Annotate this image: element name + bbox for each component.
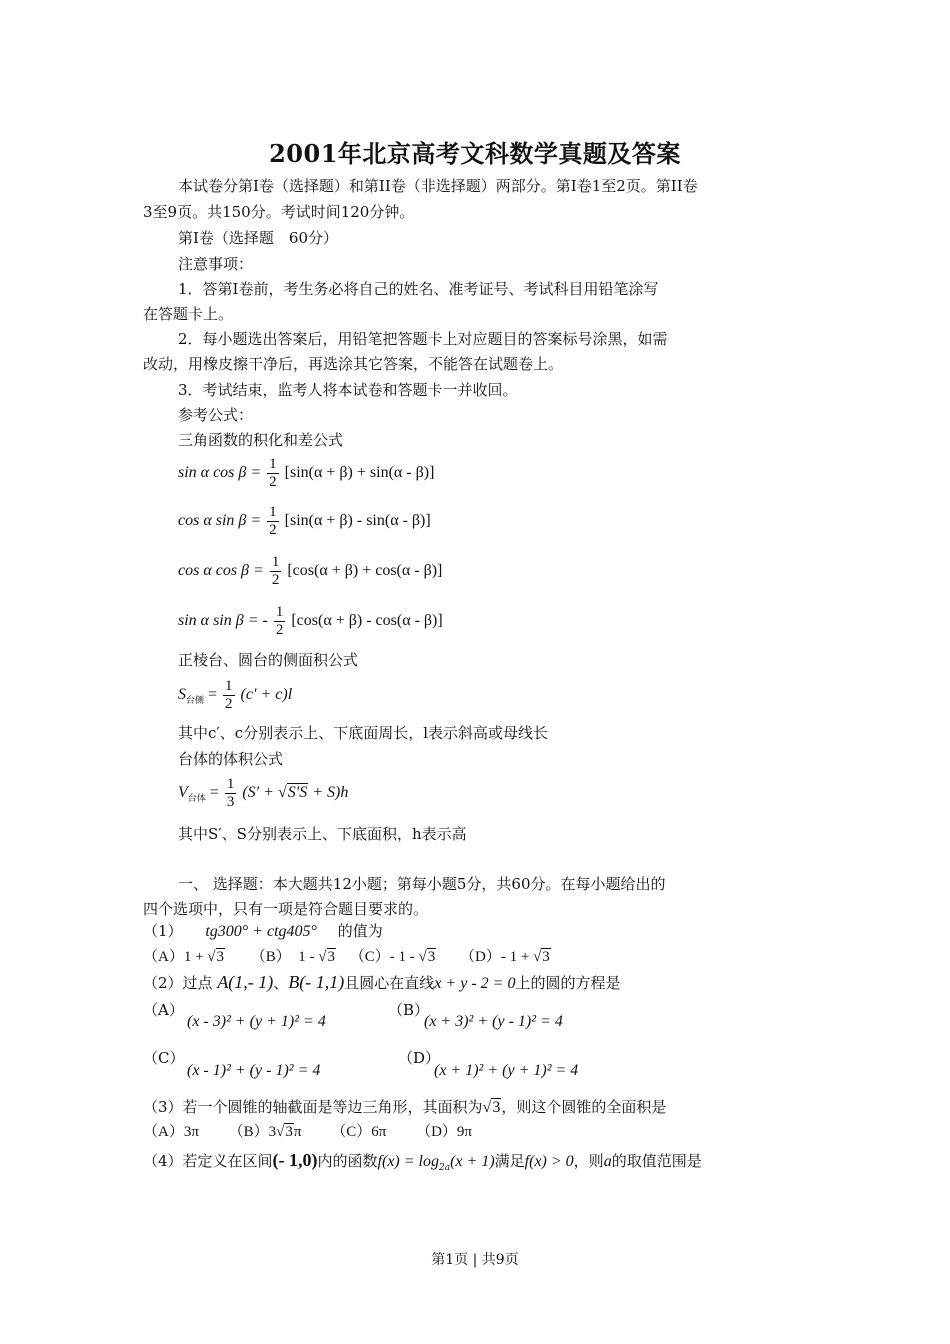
half-fraction: $\frac{1}{2}$ [269, 455, 277, 490]
s-subscript: 台侧 [186, 695, 205, 705]
frustum-area-note: 其中c′、c分别表示上、下底面周长，l表示斜高或母线长 [178, 724, 549, 742]
page-footer: 第1页 | 共9页 [431, 1252, 519, 1268]
frustum-area-formula [178, 677, 292, 718]
sqrt-symbol: √S′S [277, 784, 308, 801]
third-fraction: $\frac{1}{3}$ [226, 775, 235, 810]
q4-log-base: 2a [439, 1163, 451, 1173]
frustum-volume-heading: 台体的体积公式 [178, 750, 284, 768]
q4-interval: (- 1,0) [272, 1150, 318, 1170]
sqrt-3: √3 [482, 1099, 501, 1116]
q2-option-d[interactable]: (x + 1)² + (y + 1)² = 4 [434, 1062, 579, 1079]
notice-1b: 在答题卡上。 [143, 305, 234, 323]
equals-sign: = [208, 686, 218, 703]
q4-function: f(x) = log [377, 1153, 439, 1170]
question-1-options [143, 947, 551, 967]
trig-formula-heading: 三角函数的积化和差公式 [178, 431, 344, 449]
formula-3-left: cos α cos β = [178, 562, 264, 579]
q2-option-c-label: （C） [143, 1049, 185, 1067]
half-fraction: $\frac{1}{2}$ [269, 503, 277, 538]
section-one-line-2: 四个选项中，只有一项是符合题目要求的。 [143, 900, 429, 918]
reference-heading: 参考公式： [178, 406, 254, 424]
frustum-volume-note: 其中S′、S分别表示上、下底面积，h表示高 [178, 825, 467, 843]
q4-log-arg: (x + 1) [450, 1153, 495, 1170]
q2-option-a[interactable]: (x - 3)² + (y + 1)² = 4 [187, 1013, 326, 1030]
page-title: 2001年北京高考文科数学真题及答案 [269, 139, 681, 168]
q3-option-a[interactable]: （A）3π [143, 1124, 199, 1140]
intro-line-2: 3至9页。共150分。考试时间120分钟。 [143, 203, 415, 221]
volume-part-b: + S)h [308, 784, 349, 801]
intro-line-1: 本试卷分第I卷（选择题）和第II卷（非选择题）两部分。第I卷1至2页。第II卷 [178, 177, 698, 195]
q3-option-d[interactable]: （D）9π [416, 1124, 472, 1140]
question-1: （1） tg300° + ctg405° 的值为 [143, 922, 383, 940]
formula-2-right: [sin(α + β) - sin(α - β)] [284, 512, 431, 529]
volume-part-a: (S′ + [242, 784, 278, 801]
q1-option-c[interactable]: （C）- 1 - √3 [349, 949, 436, 965]
question-4: （4）若定义在区间(- 1,0)内的函数$f(x) = \log_{2a}(x + 1)$满足f(x) > 0，则a的取值范围是 [143, 1150, 702, 1173]
notice-1a: 1．答第I卷前，考生务必将自己的姓名、准考证号、考试科目用铅笔涂写 [178, 280, 659, 298]
formula-2-left: cos α sin β = [178, 512, 262, 529]
notice-2b: 改动，用橡皮擦干净后，再选涂其它答案，不能答在试题卷上。 [143, 355, 564, 373]
v-symbol: V [178, 784, 188, 801]
q2-option-d-label: （D） [398, 1049, 441, 1067]
q2-option-a-label: （A） [143, 1001, 184, 1019]
q3-option-c[interactable]: （C）6π [331, 1124, 387, 1140]
q1-expression: tg300° + ctg405° [205, 923, 317, 940]
formula-1-left: sin α cos β = [178, 464, 262, 481]
question-3-options [143, 1122, 472, 1142]
q2-option-b[interactable]: (x + 3)² + (y - 1)² = 4 [424, 1013, 563, 1030]
q4-condition: f(x) > 0 [524, 1153, 574, 1170]
half-fraction: $\frac{1}{2}$ [275, 603, 284, 638]
q4-a-symbol: a [603, 1153, 612, 1170]
v-subscript: 台体 [187, 793, 206, 803]
section-one-line-1: 一、 选择题：本大题共12小题；第每小题5分，共60分。在每小题给出的 [178, 875, 666, 893]
question-2: （2）过点 A(1,- 1)、B(- 1,1)且圆心在直线x + y - 2 = 0上的圆的方程是 [143, 972, 621, 992]
half-fraction: $\frac{1}{2}$ [225, 677, 233, 712]
q1-option-a[interactable]: （A）1 + √3 [143, 949, 225, 965]
line-equation: x + y - 2 = 0 [434, 975, 516, 992]
formula-4-left: sin α sin β = - [178, 612, 268, 629]
point-b: B(- 1,1) [288, 972, 345, 992]
formula-4 [178, 603, 443, 639]
part-one-heading: 第I卷（选择题 60分） [178, 229, 339, 247]
notice-heading: 注意事项： [178, 255, 254, 273]
frustum-area-rhs: (c′ + c)l [240, 686, 293, 703]
q2-option-b-label: （B） [388, 1001, 430, 1019]
point-a: A(1,- 1) [217, 972, 274, 992]
formula-1 [178, 455, 434, 491]
q1-option-d[interactable]: （D）- 1 + √3 [460, 949, 550, 965]
s-symbol: S [178, 686, 186, 703]
notice-2a: 2．每小题选出答案后，用铅笔把答题卡上对应题目的答案标号涂黑，如需 [178, 330, 668, 348]
formula-3 [178, 553, 442, 589]
equals-sign: = [209, 784, 219, 801]
frustum-area-heading: 正棱台、圆台的侧面积公式 [178, 651, 359, 669]
formula-2 [178, 503, 431, 539]
question-3: （3）若一个圆锥的轴截面是等边三角形，其面积为√3，则这个圆锥的全面积是 [143, 1098, 667, 1116]
q2-option-c[interactable]: (x - 1)² + (y - 1)² = 4 [187, 1062, 321, 1079]
q3-option-b[interactable]: （B）3√3π [228, 1124, 302, 1140]
formula-3-right: [cos(α + β) + cos(α - β)] [287, 562, 443, 579]
formula-4-right: [cos(α + β) - cos(α - β)] [291, 612, 443, 629]
half-fraction: $\frac{1}{2}$ [271, 553, 280, 588]
notice-3: 3．考试结束，监考人将本试卷和答题卡一并收回。 [178, 381, 518, 399]
frustum-volume-formula [178, 775, 348, 816]
formula-1-right: [sin(α + β) + sin(α - β)] [284, 464, 435, 481]
q1-option-b[interactable]: （B） 1 - √3 [250, 949, 336, 965]
